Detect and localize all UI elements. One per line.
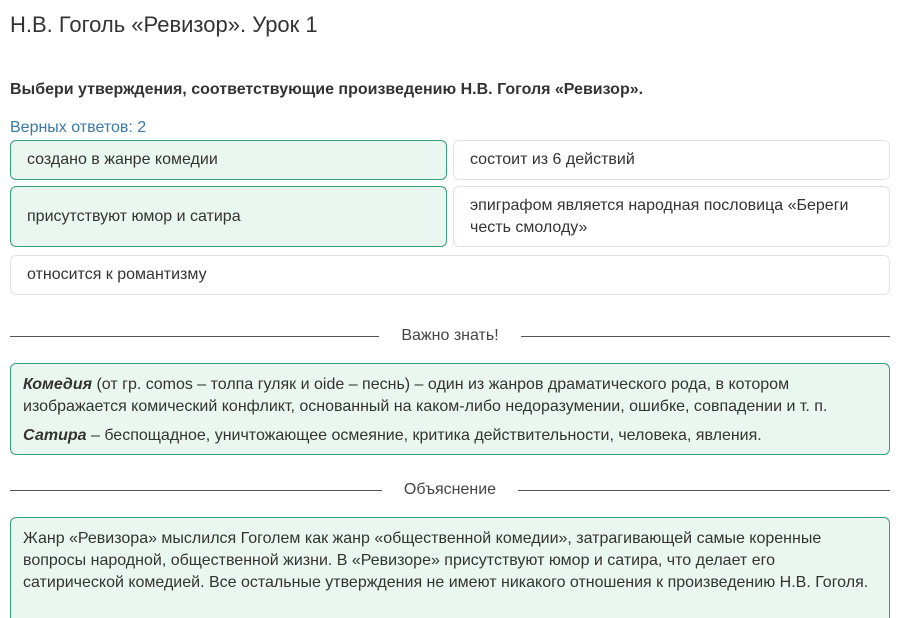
explanation-divider bbox=[10, 480, 890, 500]
definition-text: (от гр. comos – толпа гуляк и oide – песнь) – один из жанров драматического рода, в котором изображается комический конфликт, основанный на каком-либо недоразумении, ошибке, совпадении и т. п. bbox=[23, 376, 828, 415]
answer-option-label: состоит из 6 действий bbox=[470, 151, 635, 168]
question-text: Выбери утверждения, соответствующие произведению Н.В. Гоголя «Ревизор». bbox=[10, 81, 644, 98]
important-divider bbox=[10, 326, 890, 346]
divider-line bbox=[518, 490, 890, 491]
page-title: Н.В. Гоголь «Ревизор». Урок 1 bbox=[10, 12, 318, 37]
answer-option-label: эпиграфом является народная пословица «Береги честь смолоду» bbox=[470, 196, 849, 236]
explanation-note bbox=[10, 517, 890, 618]
answer-option-label: создано в жанре комедии bbox=[27, 151, 218, 168]
definition-satire bbox=[23, 425, 877, 447]
answer-option-six-acts[interactable] bbox=[453, 140, 890, 180]
definition-term: Сатира bbox=[23, 427, 87, 444]
answer-option-epigraph[interactable] bbox=[453, 186, 890, 247]
important-heading: Важно знать! bbox=[401, 327, 499, 344]
definition-comedy bbox=[23, 374, 877, 418]
answer-option-label: относится к романтизму bbox=[27, 266, 207, 283]
divider-line bbox=[10, 336, 379, 337]
answer-option-label: присутствуют юмор и сатира bbox=[27, 207, 241, 225]
correct-answers-count: Верных ответов: 2 bbox=[10, 119, 147, 136]
definition-text: – беспощадное, уничтожающее осмеяние, критика действительности, человека, явления. bbox=[86, 427, 762, 444]
definition-term: Комедия bbox=[23, 376, 93, 393]
divider-line bbox=[10, 490, 382, 491]
explanation-heading: Объяснение bbox=[403, 481, 497, 498]
answer-option-humor-satire[interactable] bbox=[10, 186, 447, 247]
explanation-text: Жанр «Ревизора» мыслился Гоголем как жанр «общественной комедии», затрагивающей самые коренные вопросы народной, общественной жизни. В «Ревизоре» присутствуют юмор и сатира, что делает его сатирической комедией. Все остальные утверждения не имеют никакого отношения к произведению Н.В. Гоголя. bbox=[23, 530, 869, 591]
answer-option-comedy[interactable] bbox=[10, 140, 447, 180]
important-note bbox=[10, 363, 890, 455]
answer-option-romanticism[interactable] bbox=[10, 255, 890, 295]
divider-line bbox=[521, 336, 890, 337]
